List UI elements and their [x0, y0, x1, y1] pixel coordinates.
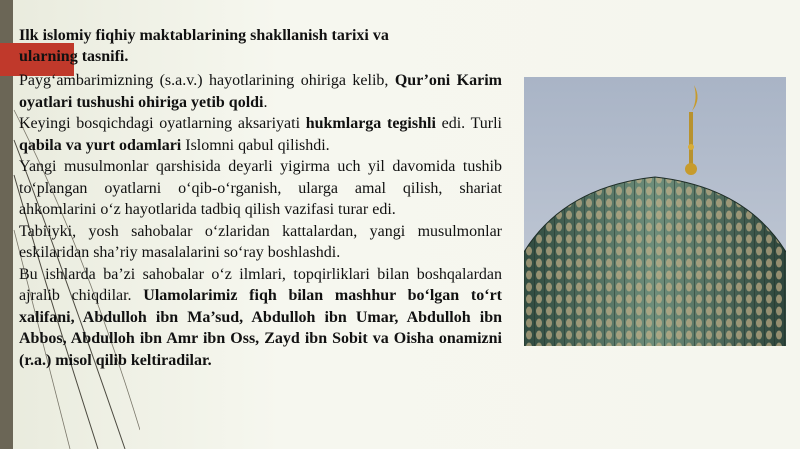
paragraph-text: .: [263, 93, 268, 111]
paragraph-bold: hukmlarga tegishli: [305, 115, 436, 132]
paragraph-5: [19, 264, 502, 372]
paragraph-1: [19, 70, 502, 113]
paragraph-text: edi. Turli: [435, 115, 502, 132]
paragraph-text: Bu ishlarda ba’zi sahobalar o‘z ilmlari, topqirliklari bilan boshqalardan ajralib chiqdilar.: [19, 265, 502, 304]
paragraph-text: Payg‘ambarimizning (s.a.v.) hayotlarining ohiriga kelib,: [19, 72, 395, 89]
paragraph-2: [19, 113, 502, 156]
paragraph-bold: qabila va yurt odamlari: [19, 136, 182, 154]
paragraph-bold: Ulamolarimiz fiqh bilan mashhur bo‘lgan to‘rt xalifani, Abdulloh ibn Ma’sud, Abdulloh ibn Umar, Abdulloh ibn Abbos, Abdulloh ibn Amr ibn Oss, Zayd ibn Sobit va Oisha onamizni (r.a.) misol qilib keltiradilar.: [19, 287, 503, 369]
paragraph-text: Tabiiyki, yosh sahobalar o‘zlaridan kattalardan, yangi musulmonlar eskilaridan sha’riy masalalarini so‘ray boshlashdi.: [19, 222, 502, 261]
paragraph-bold: Qur’oni Karim oyatlari tushushi ohiriga yetib qoldi: [19, 72, 502, 111]
mosque-dome-image: [524, 77, 786, 346]
paragraph-text: Islomni qabul qilishdi.: [181, 136, 330, 154]
paragraph-4: [19, 221, 502, 264]
paragraph-text: Yangi musulmonlar qarshisida deyarli yigirma uch yil davomida tushib to‘plangan oyatlarni o‘qib-o‘rganish, ularga amal qilish, shariat ahkomlarini o‘z hayotlarida tadbiq qilish vazifasi turar edi.: [19, 158, 502, 218]
slide-title: Ilk islomiy fiqhiy maktablarining shakllanish tarixi va ularning tasnifi.: [19, 27, 389, 65]
slide-body: [19, 70, 502, 371]
paragraph-text: Keyingi bosqichdagi oyatlarning aksariyati: [19, 115, 306, 132]
paragraph-3: [19, 156, 502, 221]
